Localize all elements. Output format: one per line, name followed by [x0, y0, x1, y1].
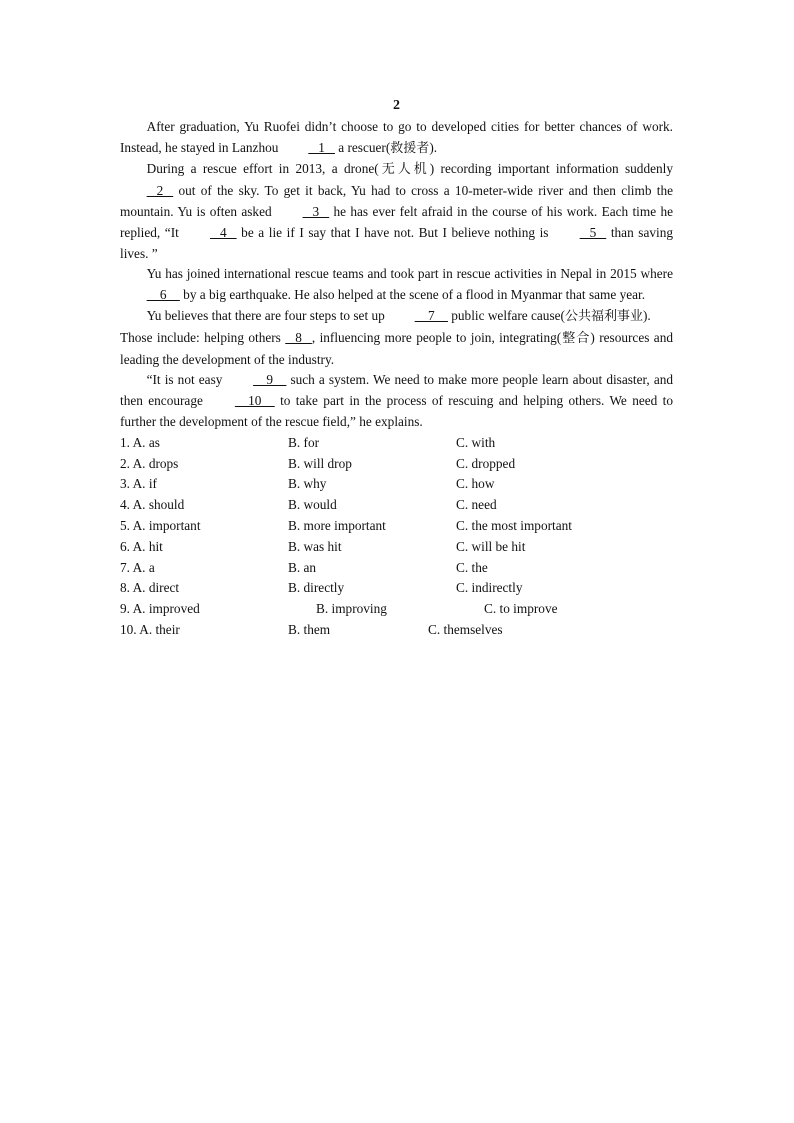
option-a[interactable]: 3. A. if: [120, 476, 157, 492]
text: he has ever felt afraid in the course of his work. Each time he replied, “It: [120, 203, 673, 240]
blank-4[interactable]: 4: [210, 224, 237, 240]
paragraph-5: [120, 328, 673, 371]
text: by a big earthquake. He also helped at the scene of a flood in Myanmar that same year.: [179, 287, 646, 303]
option-row: [120, 454, 673, 475]
blank-10[interactable]: 10: [234, 393, 275, 409]
option-b[interactable]: B. was hit: [288, 538, 342, 554]
option-a[interactable]: 5. A. important: [120, 517, 201, 533]
option-b[interactable]: B. directly: [288, 580, 345, 596]
option-c[interactable]: C. the most important: [456, 517, 572, 533]
option-b[interactable]: B. for: [288, 434, 320, 450]
chinese-gloss: 无人机: [378, 162, 430, 178]
option-c[interactable]: C. indirectly: [456, 580, 523, 596]
text: such a system. We need to make more people learn about disaster, and then encourage: [120, 372, 674, 409]
text: Yu believes that there are four steps to set up: [146, 307, 385, 323]
option-row: [120, 578, 673, 599]
option-c[interactable]: C. need: [456, 497, 497, 513]
text: ) recording important information suddenly: [429, 161, 673, 177]
text: Yu has joined international rescue teams and took part in rescue activities in Nepal in 2015 where: [146, 266, 673, 282]
option-a[interactable]: 4. A. should: [120, 497, 185, 513]
option-row: [120, 537, 673, 558]
text: to take part in the process of rescuing and helping others. We need to further the development of the rescue field,” he explains.: [120, 393, 673, 429]
section-number: 2: [393, 98, 400, 113]
option-c[interactable]: C. to improve: [484, 601, 558, 617]
option-b[interactable]: B. an: [288, 559, 317, 575]
text: a rescuer(: [334, 139, 391, 155]
option-b[interactable]: B. them: [288, 621, 331, 637]
option-a[interactable]: 9. A. improved: [120, 601, 200, 617]
blank-8[interactable]: 8: [285, 329, 312, 345]
chinese-gloss: 整合: [561, 330, 591, 346]
blank-7[interactable]: 7: [414, 307, 448, 323]
option-row: [120, 620, 673, 641]
text: be a lie if I say that I have not. But I believe nothing is: [236, 224, 549, 240]
paragraph-1: [120, 117, 673, 160]
option-row: [120, 433, 673, 454]
option-c[interactable]: C. themselves: [428, 621, 503, 637]
document-page: [120, 96, 673, 641]
option-c[interactable]: C. the: [456, 559, 488, 575]
option-a[interactable]: 6. A. hit: [120, 538, 163, 554]
option-b[interactable]: B. would: [288, 497, 337, 513]
blank-2[interactable]: 2: [146, 183, 174, 199]
paragraph-3: [120, 264, 673, 306]
option-a[interactable]: 2. A. drops: [120, 455, 179, 471]
option-row: [120, 558, 673, 579]
paragraph-4: [120, 306, 673, 328]
chinese-gloss: 救援者: [390, 140, 430, 156]
text: than saving lives. ”: [120, 224, 673, 261]
text: After graduation, Yu Ruofei didn’t choose to go to developed cities for better chances of work. Instead, he stayed in Lanzhou: [120, 118, 673, 155]
text: Those include: helping others: [120, 329, 281, 345]
option-a[interactable]: 8. A. direct: [120, 580, 180, 596]
option-row: [120, 599, 673, 620]
text: , influencing more people to join, integrating(: [311, 329, 562, 345]
option-a[interactable]: 1. A. as: [120, 434, 160, 450]
option-c[interactable]: C. with: [456, 434, 496, 450]
text: public welfare cause(: [447, 307, 565, 323]
option-row: [120, 495, 673, 516]
paragraph-6: [120, 370, 673, 432]
chinese-gloss: 公共福利事业: [564, 308, 643, 324]
option-b[interactable]: B. more important: [288, 517, 386, 533]
blank-5[interactable]: 5: [579, 224, 607, 240]
text: ) resources and leading the development of the industry.: [120, 329, 673, 367]
option-b[interactable]: B. improving: [316, 601, 387, 617]
blank-1[interactable]: 1: [308, 139, 335, 155]
text: ).: [429, 139, 438, 155]
blank-3[interactable]: 3: [302, 203, 330, 219]
text: ).: [642, 307, 651, 323]
text: “It is not easy: [146, 372, 223, 388]
text: out of the sky. To get it back, Yu had to cross a 10-meter-wide river and then climb the mountain. Yu is often asked: [120, 183, 673, 219]
blank-6[interactable]: 6: [146, 287, 180, 303]
option-a[interactable]: 10. A. their: [120, 621, 180, 637]
option-b[interactable]: B. will drop: [288, 455, 352, 471]
option-row: [120, 516, 673, 537]
option-c[interactable]: C. will be hit: [456, 538, 526, 554]
blank-9[interactable]: 9: [253, 372, 287, 388]
answer-options: [120, 433, 673, 641]
paragraph-2: [120, 159, 673, 264]
option-c[interactable]: C. dropped: [456, 455, 516, 471]
option-row: [120, 474, 673, 495]
option-b[interactable]: B. why: [288, 476, 327, 492]
option-c[interactable]: C. how: [456, 476, 495, 492]
text: During a rescue effort in 2013, a drone(: [146, 161, 379, 177]
option-a[interactable]: 7. A. a: [120, 559, 155, 575]
